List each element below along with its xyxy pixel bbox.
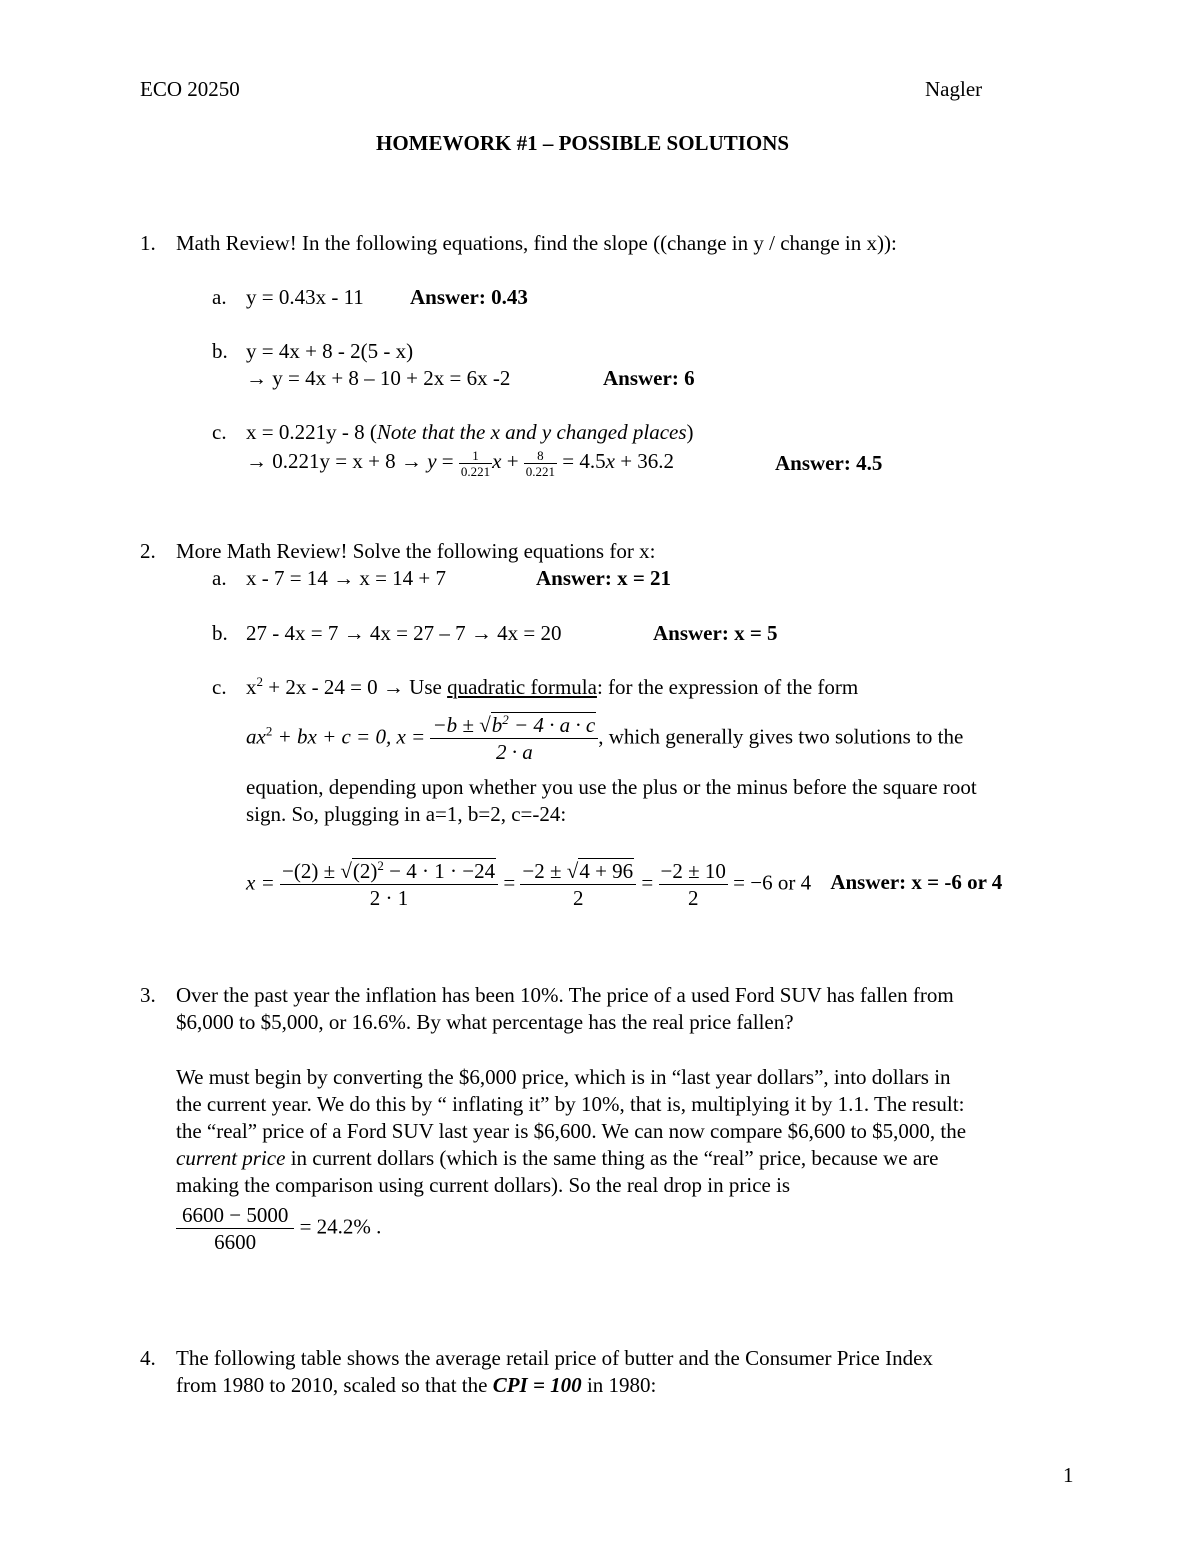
page-title: HOMEWORK #1 – POSSIBLE SOLUTIONS — [376, 131, 790, 155]
q2c-formula-den: 2 · a — [495, 740, 533, 764]
q1a-answer: Answer: 0.43 — [410, 285, 528, 309]
q3-frac-den: 6600 — [214, 1230, 257, 1254]
q3-line2: $6,000 to $5,000, or 16.6%. By what percentage has the real price fallen? — [176, 1010, 794, 1034]
q2c-sol-f3-den: 2 — [687, 886, 699, 910]
q2c-sol-f1-radicand — [352, 858, 496, 883]
q1-number: 1. — [140, 231, 156, 255]
q3-para-line2: the current year. We do this by “ inflating it” by 10%, that is, multiplying it by 1.1. The result: — [176, 1092, 965, 1116]
q2c-eq-rest: + 2x - 24 = 0 → Use — [263, 675, 448, 699]
q2-text: More Math Review! Solve the following equations for x: — [176, 539, 656, 563]
q3-para-line5: making the comparison using current dollars). So the real drop in price is — [176, 1173, 791, 1197]
q2c-sol-f1-rad-b: − 4 · 1 · −24 — [383, 859, 496, 883]
q2c-sol-fraction-3 — [659, 858, 728, 911]
q2c-form-text: , which generally gives two solutions to the — [598, 724, 964, 749]
q2c-form-rest: + bx + c = 0, x = — [272, 724, 426, 749]
q2c-eq-end: : for the expression of the form — [596, 675, 859, 699]
q2c-line3: sign. So, plugging in a=1, b=2, c=-24: — [246, 802, 567, 826]
q3-fraction — [176, 1202, 294, 1255]
q2c-sol-fraction-2 — [520, 858, 636, 911]
q1c-answer: Answer: 4.5 — [775, 451, 883, 475]
q4-number: 4. — [140, 1346, 156, 1370]
q2c-sol-f2-radicand: 4 + 96 — [579, 859, 634, 883]
q2c-form-lhs: ax — [246, 724, 266, 749]
q2c-label: c. — [212, 675, 227, 699]
q1c-fraction-1 — [459, 448, 492, 479]
q4-line1: The following table shows the average retail price of butter and the Consumer Price Index — [176, 1346, 933, 1370]
q2c-eq-sq: 2 — [256, 674, 263, 689]
q1c-eq-text: x = 0.221y - 8 ( — [246, 420, 377, 444]
q3-para-line3: the “real” price of a Ford SUV last year is $6,600. We can now compare $6,600 to $5,000, the — [176, 1119, 967, 1143]
q1c-y: y — [427, 449, 437, 473]
q2c-sol-f1-num-a: −(2) ± — [282, 859, 341, 883]
q1c-plus: + — [501, 449, 524, 473]
q3-fraction-line — [176, 1202, 381, 1255]
quadratic-formula-link: quadratic formula — [447, 675, 597, 699]
q1c-x2: x — [605, 449, 615, 473]
q2c-formula-rad-rest: − 4 · a · c — [508, 713, 596, 737]
q2c-sol-f3-num: −2 ± 10 — [660, 859, 726, 883]
q1c-frac2-num: 8 — [524, 448, 557, 464]
q2c-formula-rad-b: b — [491, 713, 503, 737]
q2c-sol-f1-num: $-(2) \pm √(2)^2 - 4 \cdot 1 \cdot -24$ — [280, 858, 498, 885]
author-name: Nagler — [925, 77, 983, 101]
q2c-quadratic-form — [246, 712, 963, 765]
q2c-eq-x: x — [246, 675, 257, 699]
q3-frac-result: = 24.2% . — [294, 1214, 382, 1239]
q2a-label: a. — [212, 566, 227, 590]
q1b-answer: Answer: 6 — [603, 366, 695, 390]
q2c-line2: equation, depending upon whether you use the plus or the minus before the square root — [246, 775, 977, 799]
q1c-result2: + 36.2 — [614, 449, 675, 473]
q3-number: 3. — [140, 983, 156, 1007]
q2c-sol-f1-rad-a: (2) — [352, 859, 378, 883]
q4-line2a: from 1980 to 2010, scaled so that the — [176, 1373, 493, 1397]
q1c-close: ) — [686, 420, 694, 444]
q2c-formula-rad-sq: 2 — [502, 712, 509, 727]
q2b-label: b. — [212, 621, 228, 645]
q1b-work: → y = 4x + 8 – 10 + 2x = 6x -2 — [246, 366, 511, 390]
q1b-equation: y = 4x + 8 - 2(5 - x) — [246, 339, 414, 363]
q3-para-line4-text: in current dollars (which is the same thing as the “real” price, because we are — [285, 1146, 939, 1170]
q3-frac-num: 6600 − 5000 — [176, 1202, 294, 1229]
q1c-note: Note that the x and y changed places — [376, 420, 687, 444]
page-number: 1 — [1063, 1463, 1074, 1487]
q2b-answer: Answer: x = 5 — [653, 621, 778, 645]
q2c-sol-x: x = — [246, 870, 275, 895]
q2c-formula-num-a: −b ± — [432, 713, 480, 737]
q2c-sol-f1-sq: 2 — [377, 858, 384, 873]
q3-line1: Over the past year the inflation has been 10%. The price of a used Ford SUV has fallen from — [176, 983, 954, 1007]
q1c-equation — [246, 419, 694, 445]
q2c-equation — [246, 674, 858, 700]
q3-para-line4 — [176, 1145, 939, 1171]
q2c-formula-num: $-b \pm √b^2 - 4 \cdot a \cdot c$ — [430, 712, 598, 739]
q1c-x1: x — [492, 449, 502, 473]
q1c-frac2-den: 0.221 — [525, 463, 556, 479]
q2c-answer: Answer: x = -6 or 4 — [830, 870, 1003, 895]
q2c-sol-fraction-1 — [280, 858, 498, 911]
q4-line2 — [176, 1372, 656, 1398]
q1c-frac1-den: 0.221 — [460, 463, 491, 479]
q1c-label: c. — [212, 420, 227, 444]
q2a-answer: Answer: x = 21 — [536, 566, 672, 590]
q1c-work — [246, 446, 674, 479]
q1a-label: a. — [212, 285, 227, 309]
q2b-equation: 27 - 4x = 7 → 4x = 27 – 7 → 4x = 20 — [246, 621, 562, 645]
q2c-sol-f1-den: 2 · 1 — [369, 886, 409, 910]
q2a-equation: x - 7 = 14 → x = 14 + 7 — [246, 566, 447, 590]
q2c-solution — [246, 858, 1002, 911]
q1c-eqsign: = — [436, 449, 459, 473]
q3-para-line1: We must begin by converting the $6,000 price, which is in “last year dollars”, into dollars in — [176, 1065, 951, 1089]
q2c-sol-eq-2: = — [641, 870, 654, 895]
q2c-form-sq: 2 — [265, 723, 273, 739]
q1c-fraction-2 — [524, 448, 557, 479]
q2c-sol-eq-1: = — [503, 870, 516, 895]
q2-number: 2. — [140, 539, 156, 563]
q2c-formula-radicand — [491, 712, 597, 737]
q4-line2b: in 1980: — [581, 1373, 657, 1397]
q1c-work-text: → 0.221y = x + 8 → — [246, 449, 428, 473]
course-code: ECO 20250 — [140, 77, 240, 101]
q2c-sol-f2-num-a: −2 ± — [522, 859, 567, 883]
q2c-sol-f2-den: 2 — [573, 886, 584, 910]
q1b-label: b. — [212, 339, 228, 363]
q2c-sol-f2-num: −2 ± √4 + 96 — [520, 858, 636, 885]
q1c-result: = 4.5 — [557, 449, 606, 473]
q1-text: Math Review! In the following equations, find the slope ((change in y / change in x)): — [176, 231, 897, 255]
q3-current-price: current price — [176, 1146, 286, 1170]
q4-cpi: CPI = 100 — [492, 1373, 582, 1397]
q1c-frac1-num: 1 — [459, 448, 492, 464]
q2c-sol-result: = −6 or 4 — [733, 870, 812, 895]
q2c-formula-fraction — [430, 712, 598, 765]
q1a-equation: y = 0.43x - 11 — [246, 285, 364, 309]
